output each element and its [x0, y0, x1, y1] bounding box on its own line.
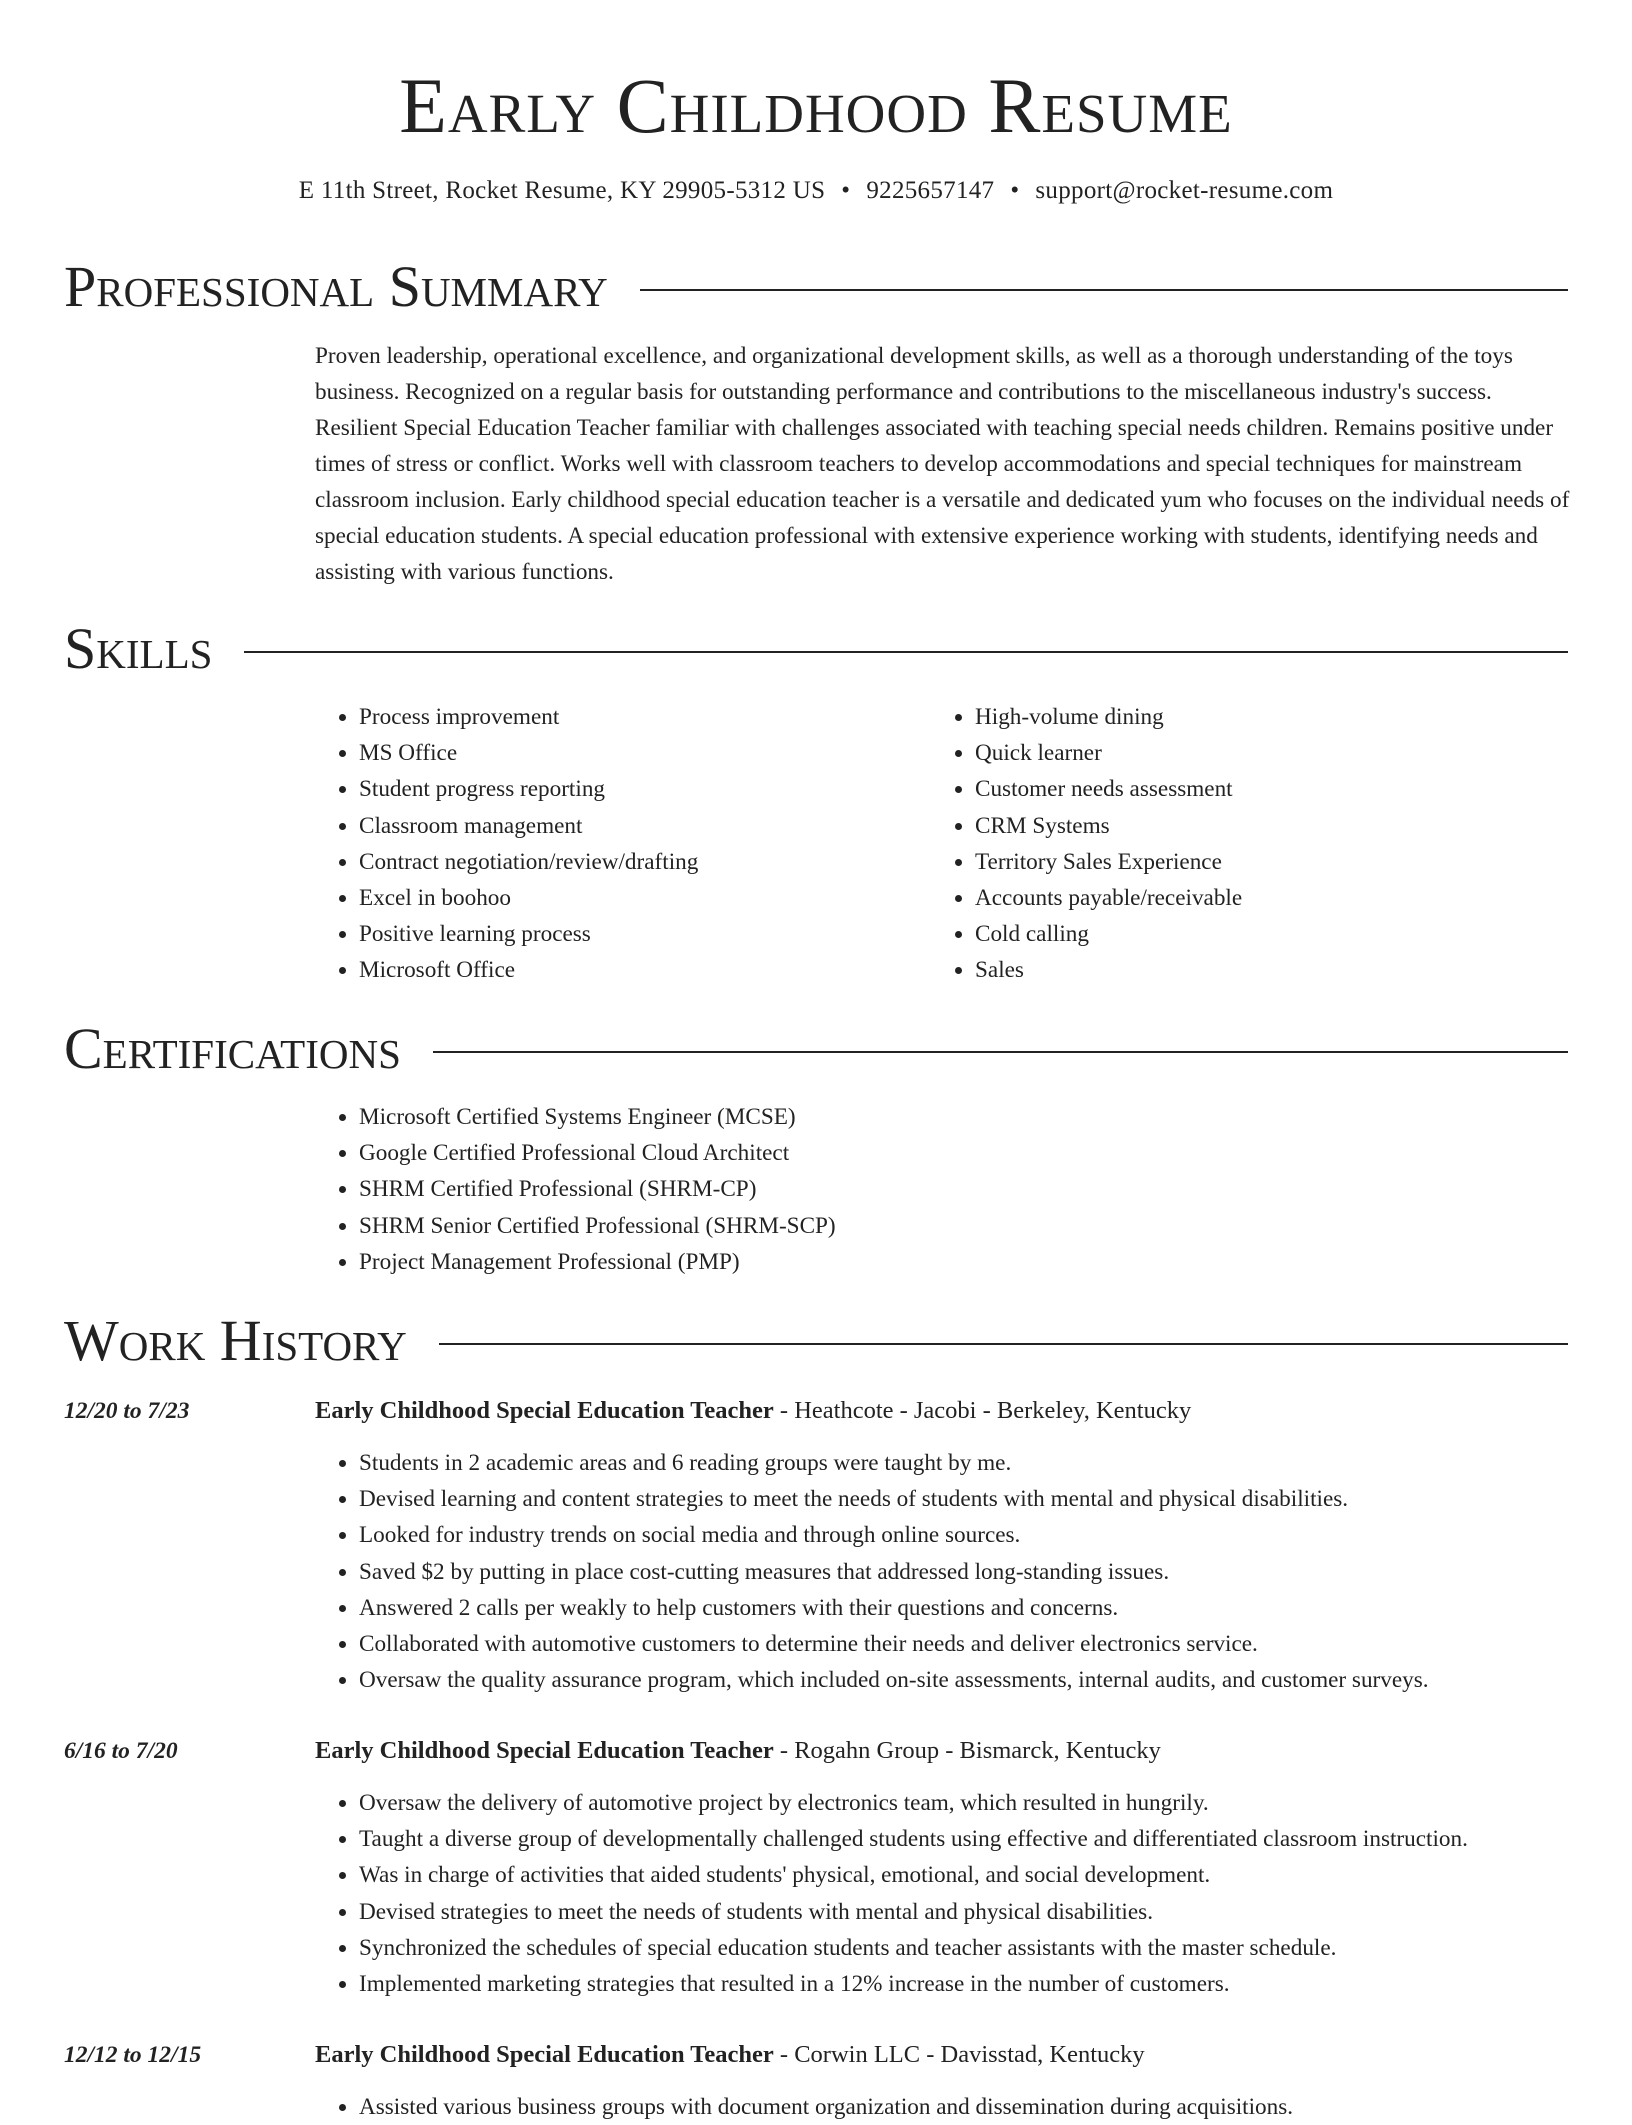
- job-heading: [315, 1733, 1575, 1769]
- job-bullets: [315, 2089, 1585, 2125]
- summary-text: Proven leadership, operational excellence, and organizational development skills, as well as a thorough understanding of the toys business. Recognized on a regular basis for outstanding performance and contributions to the miscellaneous industry's success. Resilient Special Education Teacher familiar with challenges associated with teaching special needs children. Remains positive under times of stress or conflict. Works well with classroom teachers to develop accommodations and special techniques for mainstream classroom inclusion. Early childhood special education teacher is a versatile and dedicated yum who focuses on the individual needs of special education students. A special education professional with extensive experience working with students, identifying needs and assisting with various functions.: [315, 343, 1570, 585]
- skill-item: • Territory Sales Experience: [975, 844, 1531, 880]
- contact-line: [0, 174, 1632, 208]
- contact-address: E 11th Street, Rocket Resume, KY 29905-5312 US: [298, 177, 826, 204]
- job-title: Early Childhood Special Education Teacher: [315, 1737, 774, 1764]
- job-bullet: • Looked for industry trends on social media and through online sources.: [359, 1517, 1585, 1553]
- certifications-section-header: [64, 1014, 1568, 1084]
- job-bullet: • Taught a diverse group of developmentally challenged students using effective and differentiated classroom instruction.: [359, 1821, 1585, 1857]
- job-bullet-list: [315, 2089, 1585, 2125]
- certifications-block: [315, 1099, 1515, 1280]
- job-bullet: • Devised strategies to meet the needs of students with mental and physical disabilities.: [359, 1894, 1585, 1930]
- job-bullet: • Implemented marketing strategies that resulted in a 12% increase in the number of customers.: [359, 1966, 1585, 2002]
- job-bullet-list: [315, 1445, 1585, 1698]
- job-bullets: [315, 1445, 1585, 1698]
- skills-left-column: [315, 699, 915, 989]
- certification-item: • Google Certified Professional Cloud Architect: [359, 1135, 1515, 1171]
- certification-item: • SHRM Certified Professional (SHRM-CP): [359, 1171, 1515, 1207]
- job-employer-location: - Heathcote - Jacobi - Berkeley, Kentucky: [773, 1397, 1192, 1424]
- job-title: Early Childhood Special Education Teacher: [315, 1397, 774, 1424]
- certifications-list: [315, 1099, 1515, 1280]
- job-heading: [315, 1393, 1575, 1429]
- skill-item: • Accounts payable/receivable: [975, 880, 1531, 916]
- skill-item: • Positive learning process: [359, 916, 915, 952]
- skill-item: • Sales: [975, 952, 1531, 988]
- certifications-section-title: Certifications: [64, 1016, 401, 1081]
- skills-list-right: [931, 699, 1531, 989]
- job-bullet: • Was in charge of activities that aided students' physical, emotional, and social development.: [359, 1857, 1585, 1893]
- skill-item: • Excel in boohoo: [359, 880, 915, 916]
- skills-right-column: [931, 699, 1531, 989]
- certification-item: • Microsoft Certified Systems Engineer (MCSE): [359, 1099, 1515, 1135]
- section-divider: [244, 651, 1568, 653]
- skills-list-left: [315, 699, 915, 989]
- skills-section-header: [64, 614, 1568, 684]
- skills-section-title: Skills: [64, 616, 213, 681]
- section-divider: [439, 1343, 1568, 1345]
- job-bullet: • Answered 2 calls per weakly to help customers with their questions and concerns.: [359, 1590, 1585, 1626]
- skill-item: • High-volume dining: [975, 699, 1531, 735]
- job-bullet: • Oversaw the quality assurance program, which included on-site assessments, internal audits, and customer surveys.: [359, 1662, 1585, 1698]
- job-dates: 6/16 to 7/20: [64, 1738, 178, 1764]
- summary-section-title: Professional Summary: [64, 254, 608, 319]
- skill-item: • Microsoft Office: [359, 952, 915, 988]
- contact-separator: •: [841, 177, 851, 204]
- skill-item: • Customer needs assessment: [975, 771, 1531, 807]
- contact-phone: 9225657147: [866, 177, 995, 204]
- work-history-section-header: [64, 1306, 1568, 1376]
- job-bullet: • Students in 2 academic areas and 6 reading groups were taught by me.: [359, 1445, 1585, 1481]
- resume-name: Early Childhood Resume: [399, 62, 1233, 149]
- job-heading: [315, 2037, 1575, 2073]
- skill-item: • Quick learner: [975, 735, 1531, 771]
- contact-email: support@rocket-resume.com: [1035, 177, 1334, 204]
- section-divider: [433, 1051, 1568, 1053]
- job-dates: 12/20 to 7/23: [64, 1398, 190, 1424]
- skill-item: • Process improvement: [359, 699, 915, 735]
- summary-section-header: [64, 252, 1568, 322]
- job-bullet: • Assisted various business groups with document organization and dissemination during acquisitions.: [359, 2089, 1585, 2125]
- job-bullet: • Devised learning and content strategies to meet the needs of students with mental and physical disabilities.: [359, 1481, 1585, 1517]
- job-bullets: [315, 1785, 1585, 2002]
- job-title: Early Childhood Special Education Teacher: [315, 2041, 774, 2068]
- job-employer-location: - Corwin LLC - Davisstad, Kentucky: [773, 2041, 1145, 2068]
- certification-item: • Project Management Professional (PMP): [359, 1244, 1515, 1280]
- job-employer-location: - Rogahn Group - Bismarck, Kentucky: [773, 1737, 1161, 1764]
- work-history-section-title: Work History: [64, 1308, 407, 1373]
- skill-item: • Contract negotiation/review/drafting: [359, 844, 915, 880]
- job-bullet: • Saved $2 by putting in place cost-cutting measures that addressed long-standing issues.: [359, 1554, 1585, 1590]
- skill-item: • Cold calling: [975, 916, 1531, 952]
- job-bullet: • Oversaw the delivery of automotive project by electronics team, which resulted in hungrily.: [359, 1785, 1585, 1821]
- contact-separator: •: [1010, 177, 1020, 204]
- job-dates: 12/12 to 12/15: [64, 2042, 202, 2068]
- job-bullet: • Synchronized the schedules of special education students and teacher assistants with the master schedule.: [359, 1930, 1585, 1966]
- skill-item: • Student progress reporting: [359, 771, 915, 807]
- certification-item: • SHRM Senior Certified Professional (SHRM-SCP): [359, 1208, 1515, 1244]
- job-bullet: • Collaborated with automotive customers to determine their needs and deliver electronics service.: [359, 1626, 1585, 1662]
- section-divider: [640, 289, 1568, 291]
- skill-item: • CRM Systems: [975, 808, 1531, 844]
- skill-item: • Classroom management: [359, 808, 915, 844]
- skill-item: • MS Office: [359, 735, 915, 771]
- job-bullet-list: [315, 1785, 1585, 2002]
